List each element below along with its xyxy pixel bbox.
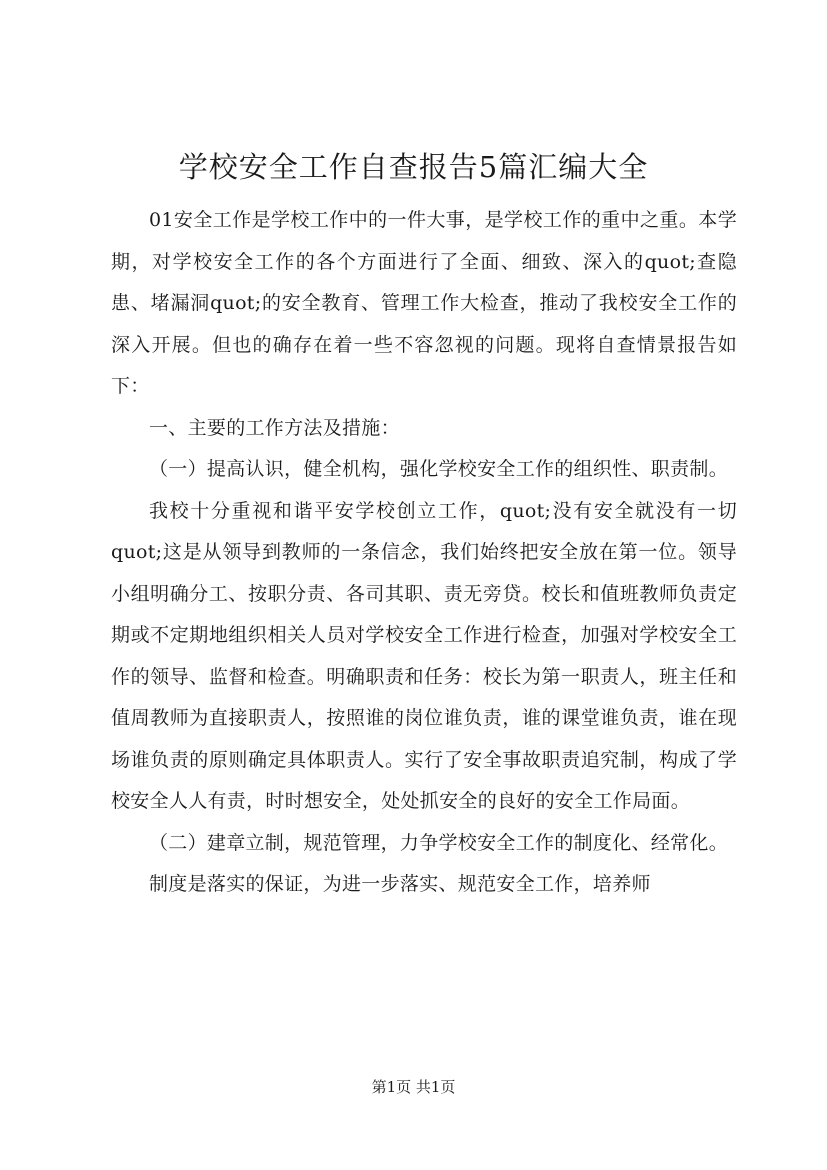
paragraph-subheading-2: （二）建章立制，规范管理，力争学校安全工作的制度化、经常化。 [149, 831, 729, 854]
document-title: 学校安全工作自查报告5篇汇编大全 [178, 150, 649, 184]
paragraph-body-2: 制度是落实的保证，为进一步落实、规范安全工作，培养师 [149, 873, 651, 895]
document-body [111, 200, 737, 906]
page-number-footer: 第1页 共1页 [371, 1078, 456, 1096]
paragraph-body-1: 我校十分重视和谐平安学校创立工作，quot;没有安全就没有一切quot;这是从领导到教师的一条信念，我们始终把安全放在第一位。领导小组明确分工、按职分责、各司其职、责无旁贷。校长和值班教师负责定期或不定期地组织相关人员对学校安全工作进行检查，加强对学校安全工作的领导、监督和检查。明确职责和任务：校长为第一职责人，班主任和值周教师为直接职责人，按照谁的岗位谁负责，谁的课堂谁负责，谁在现场谁负责的原则确定具体职责人。实行了安全事故职责追究制，构成了学校安全人人有责，时时想安全，处处抓安全的良好的安全工作局面。 [111, 499, 737, 812]
paragraph-intro: 01安全工作是学校工作中的一件大事，是学校工作的重中之重。本学期，对学校安全工作的各个方面进行了全面、细致、深入的quot;查隐患、堵漏洞quot;的安全教育、管理工作大检查，推动了我校安全工作的深入开展。但也的确存在着一些不容忽视的问题。现将自查情景报告如下： [111, 209, 737, 397]
paragraph-subheading-1: （一）提高认识，健全机构，强化学校安全工作的组织性、职责制。 [149, 458, 729, 480]
paragraph-heading-methods: 一、主要的工作方法及措施： [149, 416, 400, 439]
